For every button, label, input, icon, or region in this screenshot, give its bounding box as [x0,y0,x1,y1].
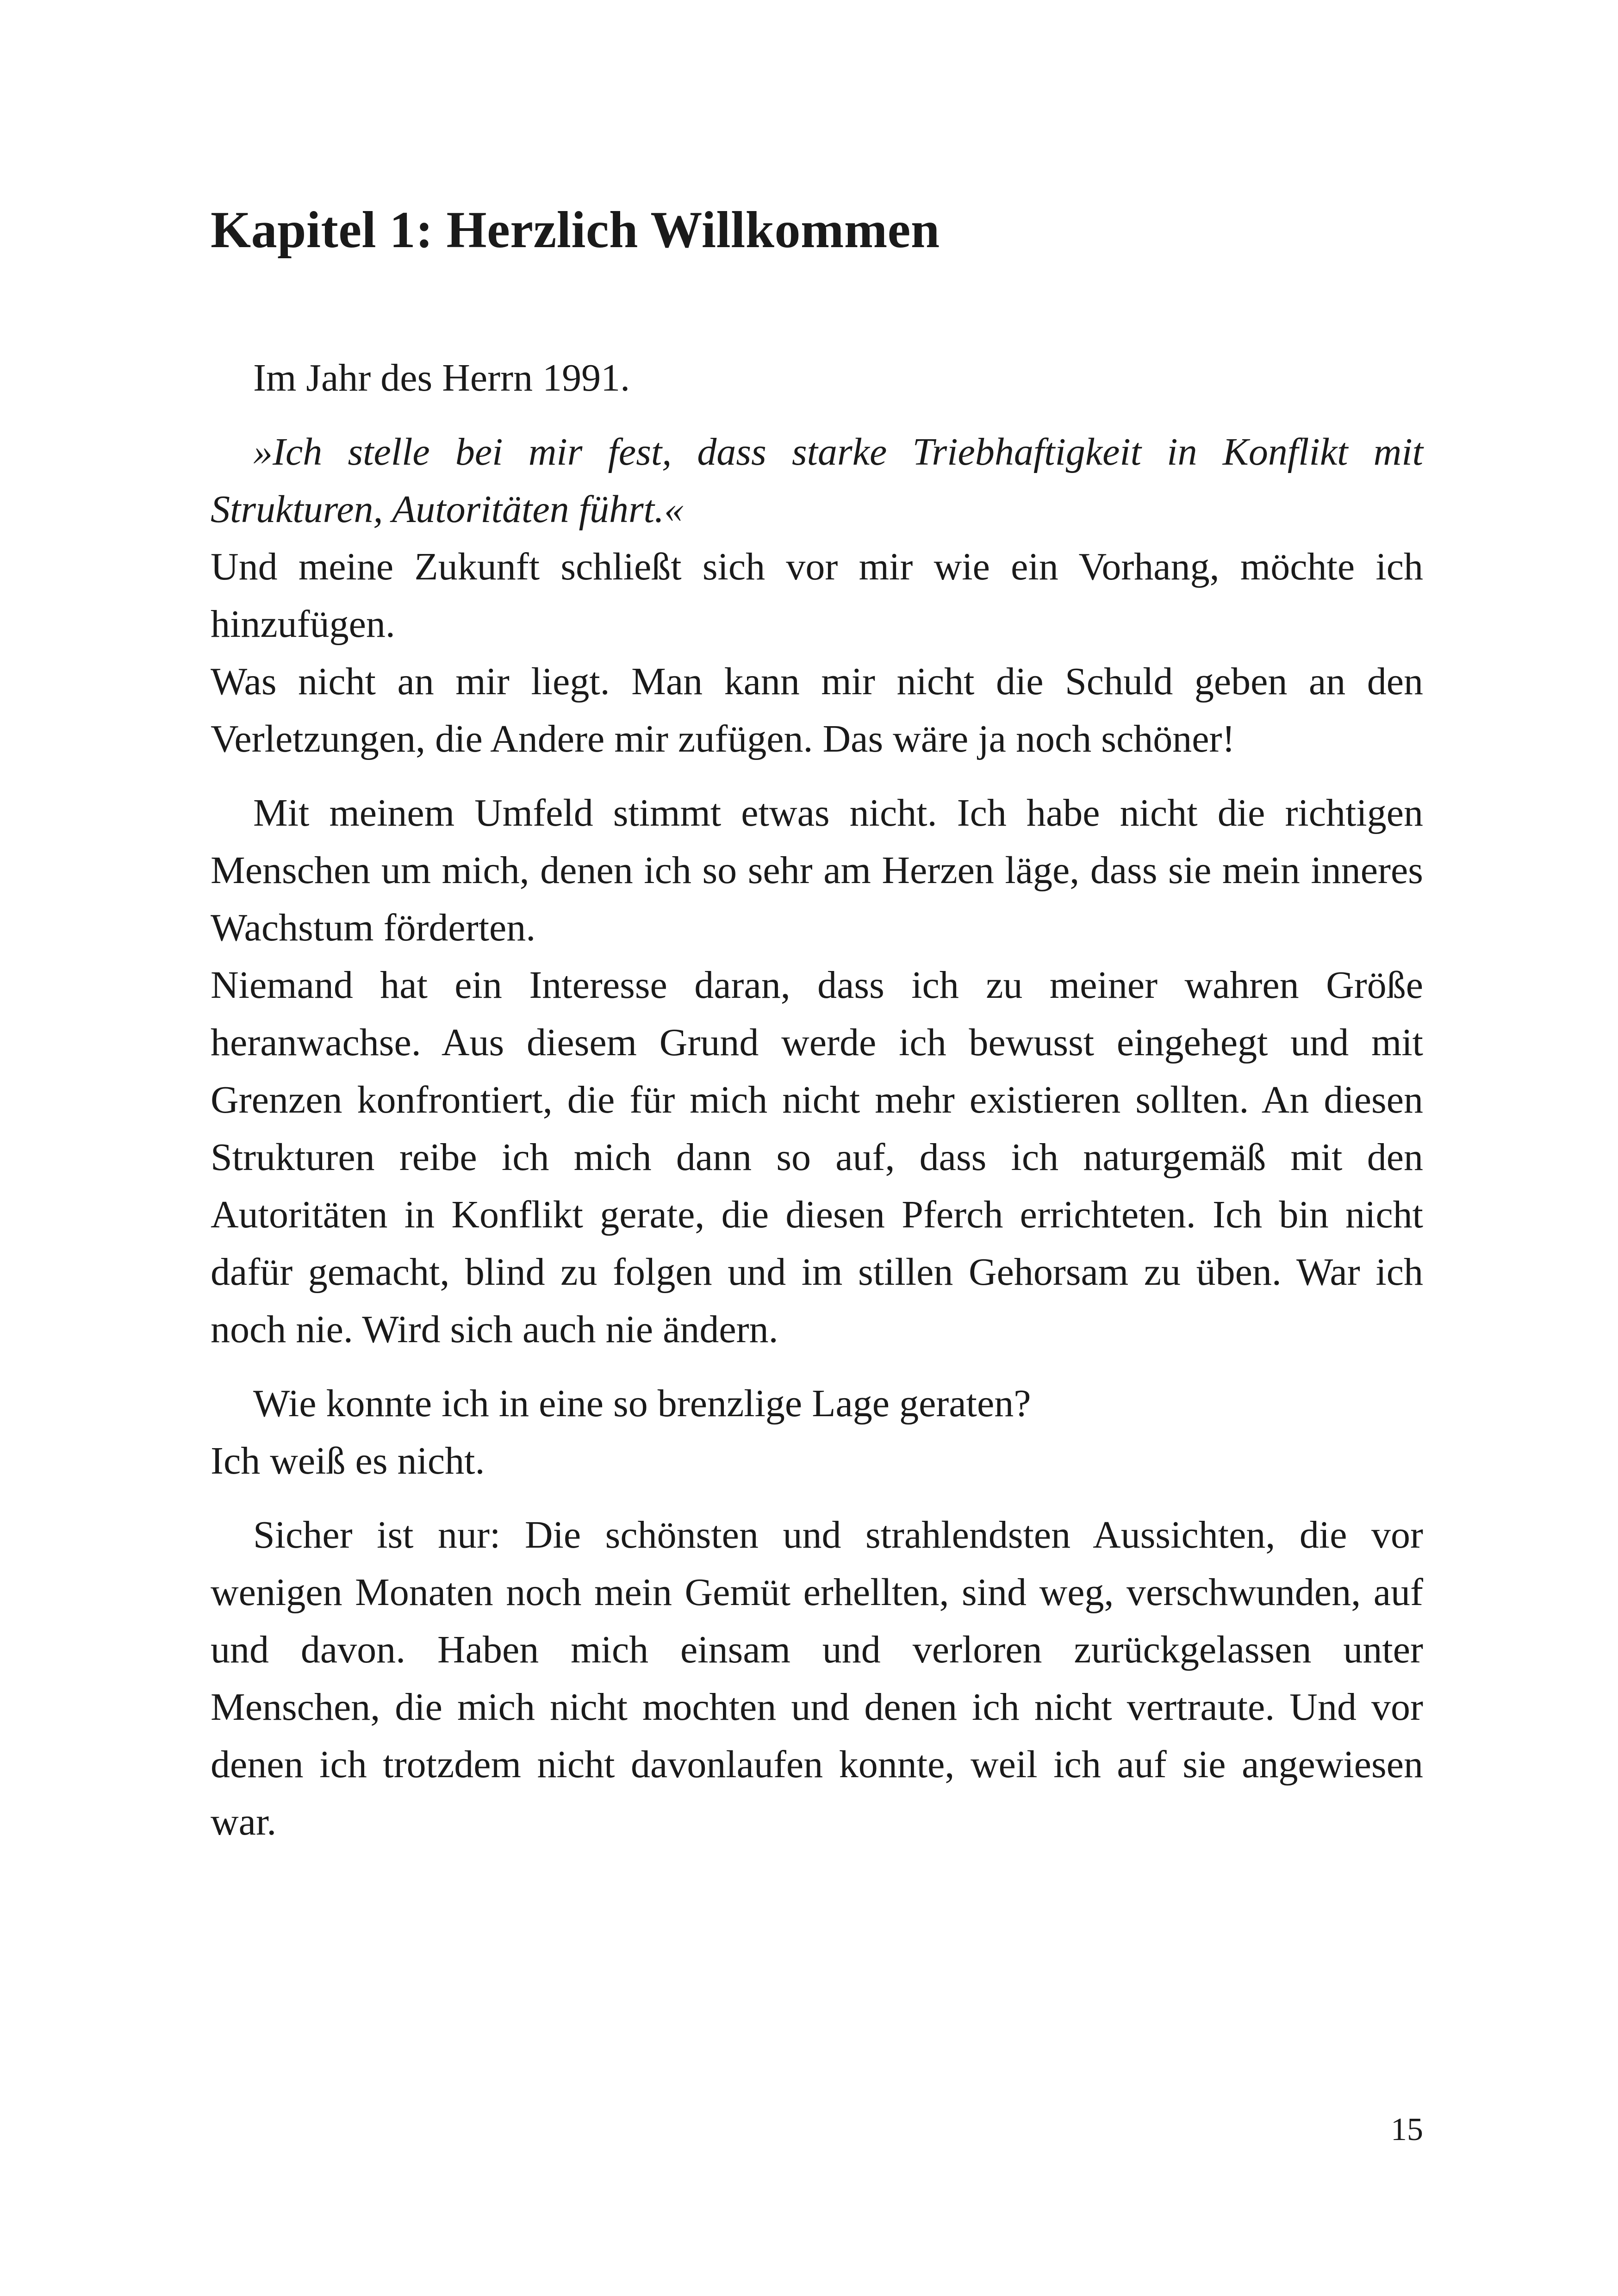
paragraph-certain: Sicher ist nur: Die schönsten und strahlendsten Aussichten, die vor wenigen Monaten noch mein Gemüt erhellten, sind weg, verschwunden, auf und davon. Haben mich einsam und verloren zurückgelassen unter Menschen, die mich nicht mochten und denen ich nicht vertraute. Und vor denen ich trotzdem nicht davonlaufen konnte, weil ich auf sie angewiesen war. [211,1513,1423,1843]
paragraph-question: Wie konnte ich in eine so brenzlige Lage geraten? [253,1382,1031,1425]
page-number: 15 [1391,2112,1423,2147]
chapter-title: Kapitel 1: Herzlich Willkommen [211,201,940,259]
paragraph-quote: »Ich stelle bei mir fest, dass starke Triebhaftigkeit in Konflikt mit Strukturen, Autoritäten führt.« [211,430,1423,531]
chapter-body [211,349,1423,1851]
paragraph-environment: Mit meinem Umfeld stimmt etwas nicht. Ich habe nicht die richtigen Menschen um mich, denen ich so sehr am Herzen läge, dass sie mein inneres Wachstum förderten. [211,791,1423,949]
paragraph-nobody: Niemand hat ein Interesse daran, dass ich zu meiner wahren Größe heranwachse. Aus diesem Grund werde ich bewusst eingehegt und mit Grenzen konfrontiert, die für mich nicht mehr existieren sollten. An diesen Strukturen reibe ich mich dann so auf, dass ich naturgemäß mit den Autoritäten in Konflikt gerate, die diesen Pferch errichteten. Ich bin nicht dafür gemacht, blind zu folgen und im stillen Gehorsam zu üben. War ich noch nie. Wird sich auch nie ändern. [211,964,1423,1351]
paragraph-year: Im Jahr des Herrn 1991. [253,356,630,399]
paragraph-future: Und meine Zukunft schließt sich vor mir wie ein Vorhang, möchte ich hinzufügen. [211,545,1423,646]
paragraph-blame: Was nicht an mir liegt. Man kann mir nicht die Schuld geben an den Verletzungen, die Andere mir zufügen. Das wäre ja noch schöner! [211,660,1423,760]
paragraph-unknown: Ich weiß es nicht. [211,1439,485,1482]
